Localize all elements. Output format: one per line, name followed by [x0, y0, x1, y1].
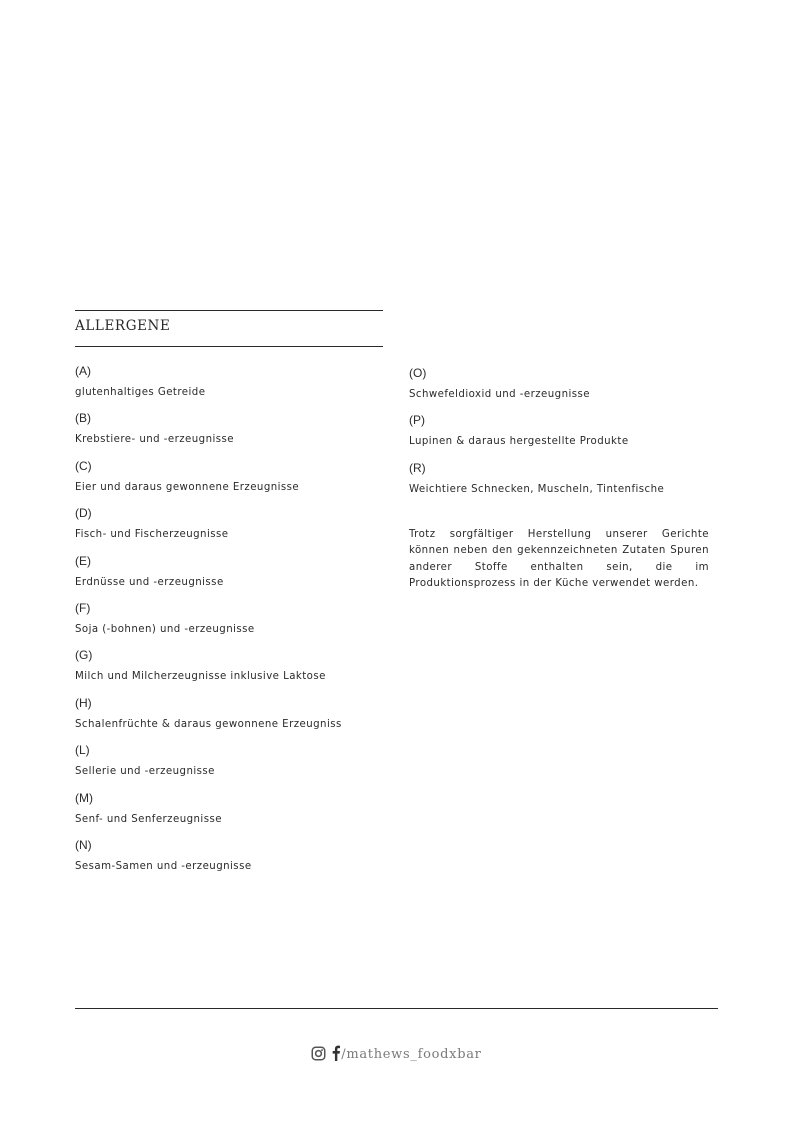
social-handle[interactable]: /mathews_foodxbar: [341, 1047, 482, 1062]
allergen-code: (O): [409, 366, 427, 380]
allergen-code: (E): [75, 553, 91, 568]
allergen-code: (G): [75, 648, 93, 663]
facebook-icon[interactable]: [331, 1045, 341, 1061]
allergen-code: (P): [409, 413, 425, 428]
allergen-description: Soja (-bohnen) und -erzeugnisse: [75, 623, 255, 635]
allergen-description: Schwefeldioxid und -erzeugnisse: [409, 389, 590, 400]
disclaimer-note: Trotz sorgfältiger Herstellung unserer Gerichte können neben den gekennzeichneten Zutaten Spuren anderer Stoffe enthalten sein, die im Produktionsprozess in der Küche verwendet werden.: [409, 529, 709, 589]
allergen-description: Senf- und Senferzeugnisse: [75, 813, 222, 825]
footer-social: [0, 1045, 793, 1062]
allergen-description: Fisch- und Fischerzeugnisse: [75, 529, 229, 541]
allergen-description: Milch und Milcherzeugnisse inklusive Laktose: [75, 671, 326, 683]
allergen-code: (A): [75, 364, 91, 378]
section-top-rule: [75, 310, 383, 311]
allergen-code: (C): [75, 458, 92, 473]
allergen-code: (F): [75, 600, 91, 615]
allergen-description: Schalenfrüchte & daraus gewonnene Erzeugniss: [75, 718, 342, 730]
allergen-code: (L): [75, 743, 90, 758]
allergen-description: Sellerie und -erzeugnisse: [75, 766, 215, 778]
section-title: ALLERGENE: [75, 318, 171, 334]
allergen-description: Sesam-Samen und -erzeugnisse: [75, 860, 252, 872]
footer-rule: [75, 1008, 718, 1009]
allergen-code: (B): [75, 411, 91, 426]
allergen-description: Erdnüsse und -erzeugnisse: [75, 576, 224, 588]
allergen-code: (N): [75, 837, 92, 852]
allergen-code: (H): [75, 695, 92, 710]
allergen-description: Lupinen & daraus hergestellte Produkte: [409, 436, 629, 448]
allergen-code: (R): [409, 460, 426, 475]
allergen-description: Weichtiere Schnecken, Muscheln, Tintenfische: [409, 483, 665, 495]
instagram-icon[interactable]: [311, 1046, 326, 1061]
allergen-description: Eier und daraus gewonnene Erzeugnisse: [75, 481, 300, 493]
allergen-description: glutenhaltiges Getreide: [75, 387, 206, 398]
allergen-code: (D): [75, 506, 92, 521]
allergen-description: Krebstiere- und -erzeugnisse: [75, 434, 234, 446]
allergen-code: (M): [75, 790, 93, 805]
section-bottom-rule: [75, 346, 383, 347]
